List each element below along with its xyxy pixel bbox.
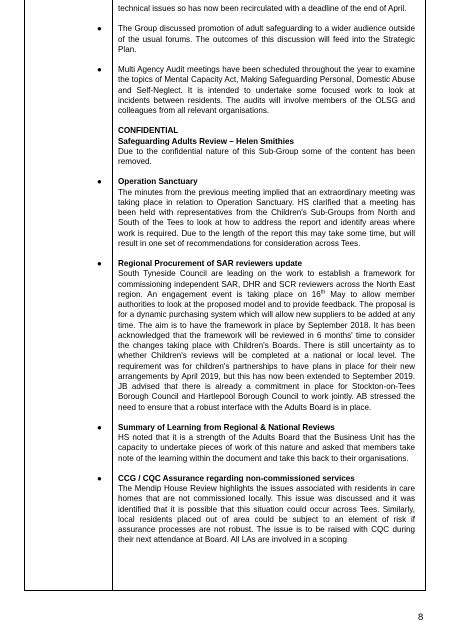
section-heading: Safeguarding Adults Review – Helen Smithies: [118, 136, 295, 146]
agenda-item-body: The Mendip House Review highlights the issues associated with residents in care homes that are not commissioned locally. This issue was discussed and it was identified that it is possible that this situation could occur across Tees. Similarly, local residents placed out of area could be subject to an element of risk if assurance processes are not robust. The issue is to be raised with CQC during their next attendance at Board. All LAs are involved in a scoping: [118, 484, 415, 545]
bullet-icon: ●: [97, 177, 102, 187]
agenda-item-title: Summary of Learning from Regional & National Reviews: [118, 422, 335, 432]
bullet-icon: ●: [97, 259, 102, 268]
body-text-part: May to allow member authorities to look at the proposed model and to provide feedback. The proposal is for a dynamic purchasing system which will allow new suppliers to be added at any time. The aim is to have the framework in place by September 2018. It has been acknowledged that the framework will be reviewed in 6 months' time to consider the changes taking place with Children's Boards. There is still uncertainty as to whether Children's reviews will be completed at a national or local level. The requirement was for children's partnerships to have plans in place for their new arrangements by April 2019, but this has now been extended to September 2019. JB advised that there is already a commitment in place for Stockton-on-Tees Borough Council and Hartlepool Borough Council to work jointly. AB stressed the need to ensure that a robust interface with the Adults Board is in place.: [118, 289, 415, 412]
agenda-item: [97, 259, 415, 413]
agenda-item-title: Regional Procurement of SAR reviewers update: [118, 259, 302, 268]
agenda-item-title: Operation Sanctuary: [118, 177, 198, 187]
agenda-item-body: [118, 269, 415, 413]
bullet-text: The Group discussed promotion of adult safeguarding to a wider audience outside of the usual forums. The outcomes of this discussion will feed into the Strategic Plan.: [118, 24, 415, 54]
bullet-icon: ●: [97, 422, 102, 432]
bullet-item: [97, 65, 415, 116]
bullet-item: [97, 24, 415, 55]
bullet-icon: ●: [97, 65, 102, 74]
agenda-item: [97, 473, 415, 546]
minutes-content: [97, 4, 415, 556]
body-text-part: South Tyneside Council are leading on the work to establish a framework for commissioning independent SAR, DHR and SCR reviewers across the North East region. An engagement event is taking place on 16: [118, 269, 415, 299]
page-number: 8: [418, 612, 424, 623]
agenda-item-body: The minutes from the previous meeting implied that an extraordinary meeting was taking place in relation to Operation Sanctuary. HS clarified that a meeting has been held with representatives from the Children's Sub-Groups from North and South of the Tees to look at how to address the report and identify areas where work is required. Due to the length of the report this may take some time, but will result in one set of recommendations for consideration across Tees.: [118, 187, 415, 248]
bullet-text: Multi Agency Audit meetings have been scheduled throughout the year to examine the topics of Mental Capacity Act, Making Safeguarding Personal, Domestic Abuse and Self-Neglect. It is intended to undertake some focused work to look at incidents between residents. The audits will involve members of the OLSG and colleagues from all relevant organisations.: [118, 65, 415, 115]
agenda-item-title: CCG / CQC Assurance regarding non-commissioned services: [118, 473, 355, 483]
agenda-item-body: HS noted that it is a strength of the Adults Board that the Business Unit has the capacity to undertake pieces of work of this nature and asked that members take note of the learning within the document and take this back to their organisations.: [118, 433, 415, 463]
agenda-item: [97, 177, 415, 249]
agenda-item: [97, 422, 415, 464]
ordinal-suffix: th: [320, 289, 326, 296]
confidential-label: CONFIDENTIAL: [118, 126, 179, 136]
section-intro: Due to the confidential nature of this Sub-Group some of the content has been removed.: [118, 146, 415, 166]
continuation-paragraph: technical issues so has now been recirculated with a deadline of the end of April.: [118, 4, 407, 13]
bullet-icon: ●: [97, 24, 102, 34]
bullet-icon: ●: [97, 473, 102, 483]
column-divider: [112, 0, 113, 590]
